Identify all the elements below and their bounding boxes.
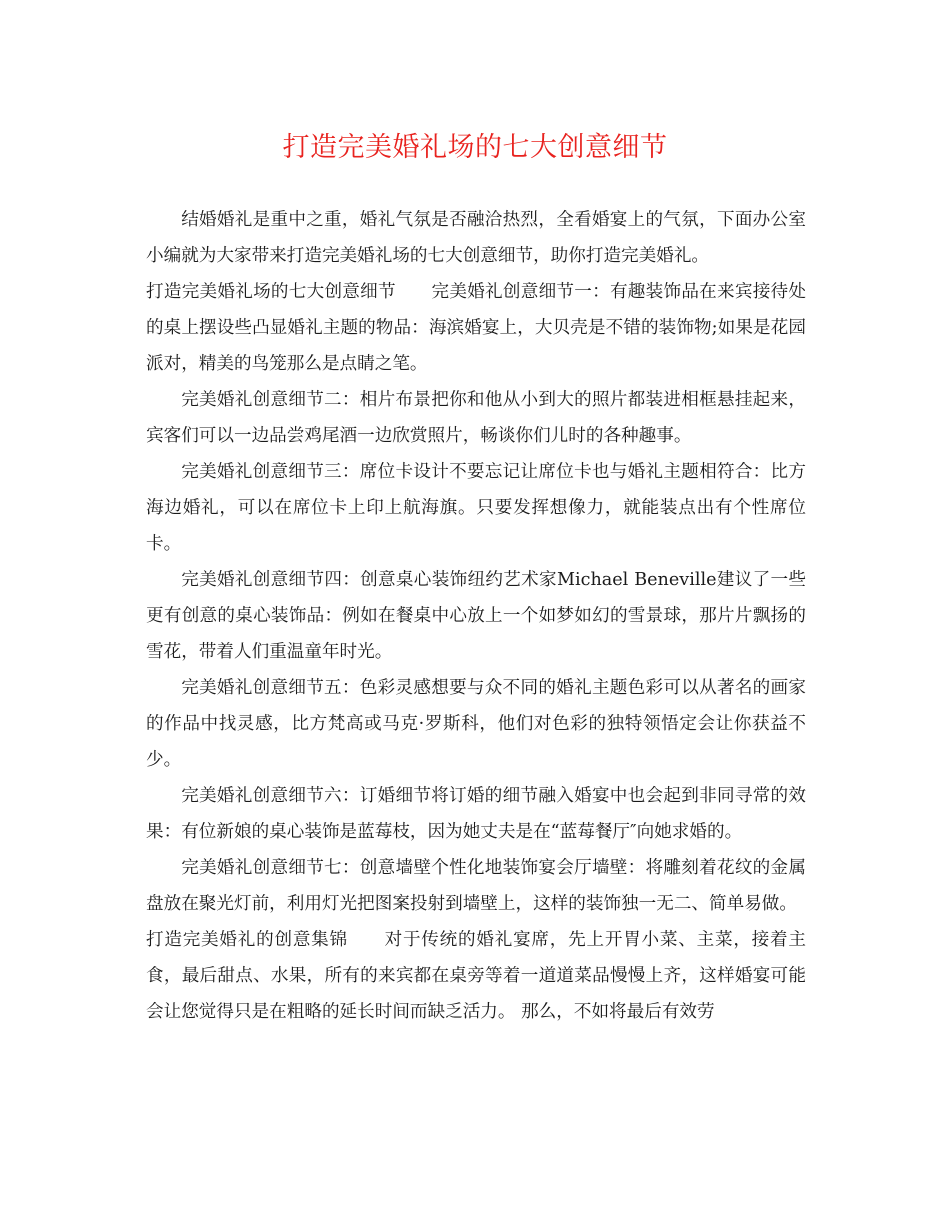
paragraph-collection: 打造完美婚礼的创意集锦 对于传统的婚礼宴席，先上开胃小菜、主菜，接着主食，最后甜点、水果，所有的来宾都在桌旁等着一道道菜品慢慢上齐，这样婚宴可能会让您觉得只是在粗略的延长时间而缺乏活力。 那么，不如将最后有效劳 [146, 930, 806, 1022]
document-body [146, 202, 806, 1030]
paragraph-detail-3: 完美婚礼创意细节三：席位卡设计不要忘记让席位卡也与婚礼主题相符合：比方海边婚礼，可以在席位卡上印上航海旗。只要发挥想像力，就能装点出有个性席位卡。 [146, 462, 806, 554]
paragraph-detail-2: 完美婚礼创意细节二：相片布景把你和他从小到大的照片都装进相框悬挂起来，宾客们可以一边品尝鸡尾酒一边欣赏照片，畅谈你们儿时的各种趣事。 [146, 390, 806, 446]
paragraph-intro: 结婚婚礼是重中之重，婚礼气氛是否融洽热烈，全看婚宴上的气氛，下面办公室小编就为大家带来打造完美婚礼场的七大创意细节，助你打造完美婚礼。 [146, 210, 806, 266]
paragraph-detail-1: 打造完美婚礼场的七大创意细节 完美婚礼创意细节一：有趣装饰品在来宾接待处的桌上摆设些凸显婚礼主题的物品：海滨婚宴上，大贝壳是不错的装饰物;如果是花园派对，精美的鸟笼那么是点睛之笔。 [146, 282, 806, 374]
paragraph-detail-6: 完美婚礼创意细节六：订婚细节将订婚的细节融入婚宴中也会起到非同寻常的效果：有位新娘的桌心装饰是蓝莓枝，因为她丈夫是在“蓝莓餐厅″向她求婚的。 [146, 786, 806, 842]
paragraph-detail-5: 完美婚礼创意细节五：色彩灵感想要与众不同的婚礼主题色彩可以从著名的画家的作品中找灵感，比方梵高或马克·罗斯科，他们对色彩的独特领悟定会让你获益不少。 [146, 678, 806, 770]
page-title: 打造完美婚礼场的七大创意细节 [282, 132, 668, 163]
paragraph-detail-4: 完美婚礼创意细节四：创意桌心装饰纽约艺术家Michael Beneville建议了一些更有创意的桌心装饰品：例如在餐桌中心放上一个如梦如幻的雪景球，那片片飘扬的雪花，带着人们重温童年时光。 [146, 570, 806, 662]
paragraph-detail-7: 完美婚礼创意细节七：创意墙壁个性化地装饰宴会厅墙壁：将雕刻着花纹的金属盘放在聚光灯前，利用灯光把图案投射到墙壁上，这样的装饰独一无二、简单易做。 [146, 858, 806, 914]
